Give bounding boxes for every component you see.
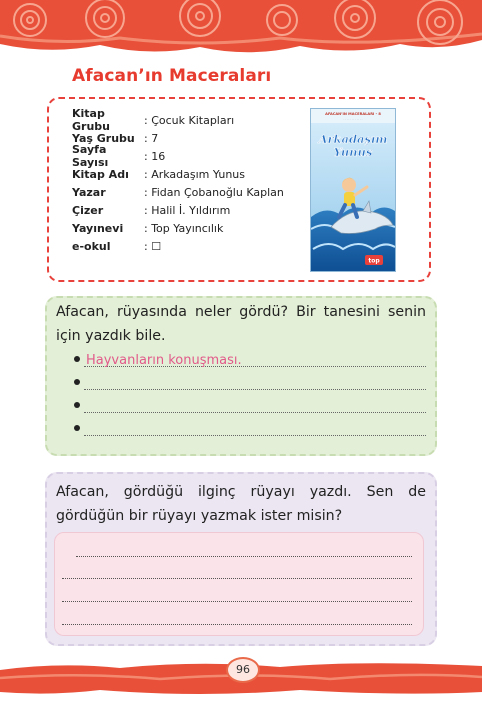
writing-line-4[interactable] — [62, 624, 412, 625]
info-value: : Çocuk Kitapları — [144, 113, 235, 127]
info-label: Yayınevi — [72, 222, 124, 236]
info-row-sayfa-sayisi — [72, 143, 284, 170]
question2-text: Afacan, gördüğü ilginç rüyayı yazdı. Sen de gördüğün bir rüyayı yazmak ister misin? — [56, 484, 426, 524]
info-label: Kitap Grubu — [72, 107, 110, 134]
dotted-line — [84, 435, 426, 436]
bullet-icon — [74, 402, 80, 408]
question1-text: Afacan, rüyasında neler gördü? Bir tanesini senin için yazdık bile. — [56, 304, 426, 344]
dotted-line — [84, 389, 426, 390]
info-label: Kitap Adı — [72, 167, 129, 181]
book-cover-illustration — [311, 109, 395, 271]
writing-area[interactable] — [54, 532, 424, 636]
answer-line-3[interactable] — [74, 396, 426, 416]
info-value: : 7 — [144, 131, 159, 145]
book-info-table — [72, 107, 284, 256]
info-row-kitap-grubu — [72, 107, 284, 134]
wood-banner-top — [0, 0, 482, 62]
cover-title-2: Yunus — [333, 145, 373, 159]
bullet-icon — [74, 425, 80, 431]
writing-line-1[interactable] — [76, 556, 412, 557]
svg-text:· · · · · · · · · · · ·: · · · · · · · · · · · · — [343, 118, 363, 121]
bullet-icon — [74, 379, 80, 385]
info-value: : Top Yayıncılık — [144, 222, 224, 236]
info-row-e-okul — [72, 238, 284, 256]
book-cover-image — [310, 108, 396, 272]
info-value: : Fidan Çobanoğlu Kaplan — [144, 185, 284, 199]
info-row-cizer — [72, 201, 284, 219]
info-value: : 16 — [144, 149, 166, 163]
dotted-line — [84, 412, 426, 413]
info-label: Sayfa Sayısı — [72, 143, 109, 170]
answer-line-1[interactable] — [74, 350, 426, 370]
page-title: Afacan’ın Maceraları — [72, 66, 272, 86]
answer-line-2[interactable] — [74, 373, 426, 393]
handwritten-answer: Hayvanların konuşması. — [86, 353, 242, 368]
info-label: Yazar — [72, 185, 106, 199]
page-number: 96 — [226, 657, 260, 683]
info-label: e-okul — [72, 240, 111, 254]
cover-publisher: top — [368, 257, 380, 265]
answer-line-4[interactable] — [74, 419, 426, 439]
eokul-checkbox[interactable]: : ☐ — [144, 240, 162, 254]
writing-line-3[interactable] — [62, 601, 412, 602]
info-row-kitap-adi — [72, 165, 284, 183]
info-value: : Arkadaşım Yunus — [144, 167, 245, 181]
cover-title-1: Arkadaşım — [318, 132, 388, 146]
info-row-yayinevi — [72, 220, 284, 238]
writing-line-2[interactable] — [62, 578, 412, 579]
info-label: Yaş Grubu — [72, 131, 135, 145]
bullet-icon — [74, 356, 80, 362]
cover-series: AFACAN’IN MACERALARI - 8 — [325, 112, 381, 116]
info-row-yazar — [72, 183, 284, 201]
info-value: : Halil İ. Yıldırım — [144, 204, 231, 218]
info-label: Çizer — [72, 204, 104, 218]
